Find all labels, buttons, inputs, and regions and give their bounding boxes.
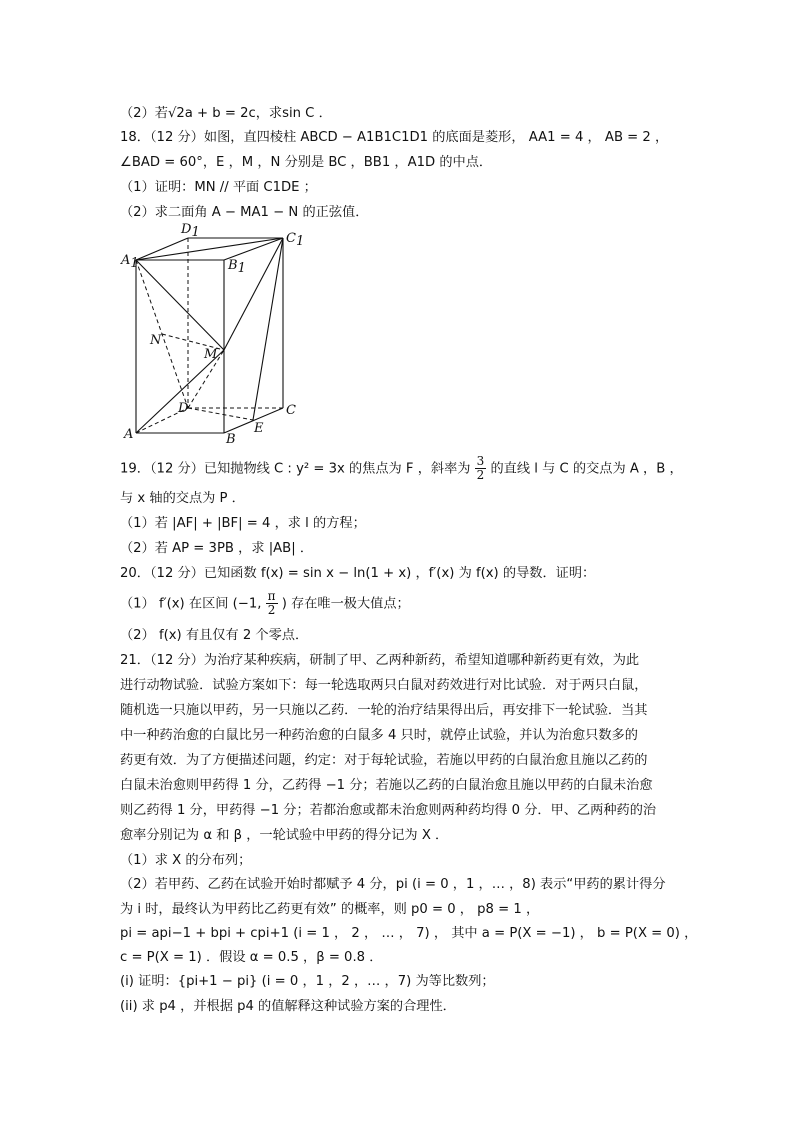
label-m: M — [204, 347, 218, 362]
edge-b1c1 — [224, 238, 283, 260]
pi-denominator: 2 — [267, 603, 276, 617]
q20-part1-text-a: （1） f′(x) 在区间 (−1, — [120, 596, 262, 612]
pi-over-two-fraction — [266, 590, 278, 617]
q19-part2: （2）若 AP = 3PB ，求 |AB| ． — [120, 541, 314, 556]
slope-fraction — [475, 455, 487, 482]
q20-part1-text-b: ) 存在唯一极大值点； — [281, 596, 410, 612]
q18-stem-line1: 18．（12 分）如图，直四棱柱 ABCD − A1B1C1D1 的底面是菱形， AA1 = 4 ， AB = 2 ， — [120, 130, 669, 145]
q21-part1: （1）求 X 的分布列； — [120, 853, 252, 868]
q21-part2-line-1: （2）若甲药、乙药在试验开始时都赋予 4 分，pi (i = 0 ，1 ，… ，8) 表示“甲药的累计得分 — [120, 877, 666, 892]
q19-stem-line2: 与 x 轴的交点为 P ． — [120, 491, 245, 506]
label-c: C — [286, 403, 296, 418]
segment-am — [136, 350, 224, 433]
q21-line-3: 随机选一只施以甲药，另一只施以乙药．一轮的治疗结果得出后，再安排下一轮试验．当其 — [120, 703, 648, 718]
slope-denominator: 2 — [476, 468, 485, 482]
q21-line-8: 愈率分别记为 α 和 β ，一轮试验中甲药的得分记为 X ． — [120, 828, 449, 843]
q21-line-2: 进行动物试验．试验方案如下：每一轮选取两只白鼠对药效进行对比试验．对于两只白鼠， — [120, 678, 648, 693]
q19-stem-text-a: 19．（12 分）已知抛物线 C : y² = 3x 的焦点为 F ，斜率为 — [120, 461, 471, 477]
segment-a1c1 — [136, 238, 283, 260]
q21-sub-i: (i) 证明：{pi+1 − pi} (i = 0 ，1 ，2 ，… ，7) 为等比数列； — [120, 974, 495, 989]
q17-part2: （2）若√2a + b = 2c，求sin C ． — [120, 106, 332, 121]
label-c1: C1 — [286, 231, 305, 249]
segment-de-hidden — [188, 408, 253, 420]
q21-line-7: 则乙药得 1 分，甲药得 −1 分；若都治愈或都未治愈则两种药均得 0 分．甲、乙两种药的治 — [120, 803, 657, 818]
q21-line-6: 白鼠未治愈则甲药得 1 分，乙药得 −1 分；若施以乙药的白鼠治愈且施以甲药的白鼠未治愈 — [120, 778, 653, 793]
q21-line-5: 药更有效．为了方便描述问题，约定：对于每轮试验，若施以甲药的白鼠治愈且施以乙药的 — [120, 753, 648, 768]
prism-figure — [118, 222, 318, 444]
q19-stem-text-b: 的直线 l 与 C 的交点为 A ，B ， — [490, 461, 683, 477]
q21-part2-line-3: pi = api−1 + bpi + cpi+1 (i = 1 ， 2 ， … ， 7) ， 其中 a = P(X = −1) ， b = P(X = 0) ， — [120, 926, 698, 941]
label-d1: D1 — [181, 222, 200, 240]
label-b1: B1 — [228, 258, 246, 276]
q19-stem-line1 — [120, 455, 683, 482]
label-d: D — [178, 401, 189, 416]
slope-numerator: 3 — [476, 454, 485, 468]
q18-part1: （1）证明：MN // 平面 C1DE ； — [120, 180, 317, 195]
label-a: A — [124, 427, 134, 442]
label-e: E — [254, 421, 264, 436]
q18-part2: （2）求二面角 A − MA1 − N 的正弦值． — [120, 205, 369, 220]
q20-part1 — [120, 590, 410, 617]
label-b: B — [226, 432, 236, 444]
q21-part2-line-4: c = P(X = 1) ．假设 α = 0.5 ，β = 0.8 ． — [120, 950, 383, 965]
q19-part1: （1）若 |AF| + |BF| = 4 ，求 l 的方程； — [120, 516, 366, 531]
q18-stem-line2: ∠BAD = 60°，E ，M ，N 分别是 BC ，BB1 ，A1D 的中点． — [120, 155, 493, 170]
label-n: N — [150, 333, 162, 348]
q21-line-1: 21．（12 分）为治疗某种疾病，研制了甲、乙两种新药，希望知道哪种新药更有效，为此 — [120, 653, 640, 668]
label-a1: A1 — [121, 253, 139, 271]
pi-numerator: π — [267, 589, 276, 603]
q21-part2-line-2: 为 i 时，最终认为甲药比乙药更有效” 的概率，则 p0 = 0 ， p8 = 1 ， — [120, 902, 540, 917]
q21-line-4: 中一种药治愈的白鼠比另一种药治愈的白鼠多 4 只时，就停止试验，并认为治愈只数多的 — [120, 728, 638, 743]
edge-a1d1 — [136, 238, 188, 260]
q20-stem: 20．（12 分）已知函数 f(x) = sin x − ln(1 + x) ，f′(x) 为 f(x) 的导数．证明： — [120, 566, 596, 581]
q20-part2: （2） f(x) 有且仅有 2 个零点． — [120, 628, 309, 643]
q21-sub-ii: (ii) 求 p4 ，并根据 p4 的值解释这种试验方案的合理性． — [120, 999, 456, 1014]
